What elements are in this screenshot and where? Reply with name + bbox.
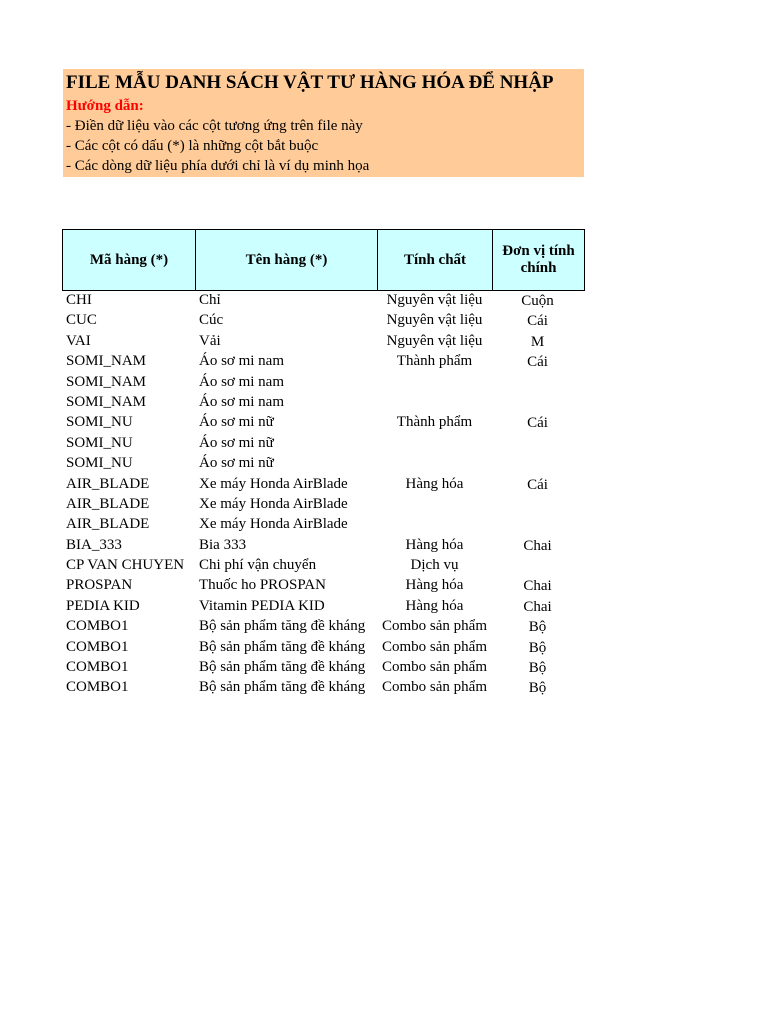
cell-code: SOMI_NU (66, 414, 133, 431)
cell-name: Cúc (199, 312, 224, 329)
cell-name: Vitamin PEDIA KID (199, 597, 325, 614)
page-title: FILE MẪU DANH SÁCH VẬT TƯ HÀNG HÓA ĐỂ NHẬP (66, 72, 554, 93)
cell-unit (492, 392, 583, 412)
cell-type: Hàng hóa (405, 577, 464, 594)
guide-line: - Điền dữ liệu vào các cột tương ứng trên file này (66, 118, 363, 134)
table-row (62, 290, 583, 310)
cell-type: Thành phẩm (396, 414, 473, 431)
cell-unit: Bộ (528, 619, 547, 636)
table-row (62, 555, 583, 575)
table-row (62, 657, 583, 677)
table-row (62, 310, 583, 330)
cell-code: BIA_333 (66, 536, 122, 553)
guide-line: - Các cột có dấu (*) là những cột bắt buộc (66, 138, 319, 154)
cell-type: Nguyên vật liệu (386, 332, 483, 349)
cell-code: VAI (66, 332, 91, 349)
cell-code: AIR_BLADE (66, 495, 150, 512)
cell-code: SOMI_NAM (66, 353, 147, 370)
cell-name: Áo sơ mi nam (199, 393, 285, 410)
cell-name: Áo sơ mi nữ (199, 414, 274, 431)
cell-type (377, 494, 492, 514)
cell-unit: Chai (523, 598, 552, 615)
cell-unit: Cái (527, 354, 548, 371)
table-row (62, 514, 583, 534)
cell-type: Hàng hóa (405, 597, 464, 614)
cell-name: Chỉ (199, 292, 221, 308)
table-row (62, 535, 583, 555)
cell-name: Xe máy Honda AirBlade (199, 495, 348, 512)
table-row (62, 596, 583, 616)
cell-code: CUC (66, 312, 97, 329)
cell-unit: Cái (527, 415, 548, 432)
cell-type (377, 392, 492, 412)
cell-type (377, 453, 492, 473)
table-row (62, 392, 583, 412)
cell-unit: Bộ (528, 660, 547, 677)
table-row (62, 412, 583, 432)
table-header (62, 229, 585, 291)
table-row (62, 453, 583, 473)
cell-type: Nguyên vật liệu (386, 312, 483, 329)
cell-type: Combo sản phẩm (382, 618, 487, 635)
cell-type (377, 372, 492, 392)
table-row (62, 331, 583, 351)
cell-unit: Bộ (528, 680, 547, 697)
cell-name: Bộ sản phẩm tăng đề kháng (199, 659, 366, 676)
table-row (62, 433, 583, 453)
cell-unit (492, 514, 583, 534)
cell-code: AIR_BLADE (66, 475, 150, 492)
table-row (62, 616, 583, 636)
cell-unit: M (530, 333, 545, 350)
cell-name: Bộ sản phẩm tăng đề kháng (199, 618, 366, 635)
table-row (62, 474, 583, 494)
column-header-code: Mã hàng (*) (63, 230, 196, 290)
cell-name: Vải (199, 332, 221, 349)
cell-unit (492, 372, 583, 392)
cell-type: Hàng hóa (405, 475, 464, 492)
column-header-type: Tính chất (378, 230, 493, 290)
cell-unit (492, 453, 583, 473)
cell-type: Combo sản phẩm (382, 659, 487, 676)
cell-unit (492, 494, 583, 514)
cell-type: Hàng hóa (405, 536, 464, 553)
cell-code: AIR_BLADE (66, 516, 150, 533)
cell-unit (492, 555, 583, 575)
table-body (62, 290, 583, 698)
table-row (62, 677, 583, 697)
cell-type: Dịch vụ (410, 557, 459, 574)
cell-name: Chi phí vận chuyển (199, 557, 317, 574)
cell-code: SOMI_NAM (66, 393, 147, 410)
cell-type: Combo sản phẩm (382, 638, 487, 655)
table-row (62, 372, 583, 392)
cell-name: Bộ sản phẩm tăng đề kháng (199, 679, 366, 696)
cell-code: SOMI_NU (66, 455, 133, 472)
cell-unit: Chai (523, 537, 552, 554)
cell-type (377, 433, 492, 453)
table-row (62, 575, 583, 595)
cell-name: Thuốc ho PROSPAN (199, 577, 326, 594)
table-row (62, 494, 583, 514)
cell-code: COMBO1 (66, 659, 129, 676)
cell-type: Nguyên vật liệu (386, 292, 483, 308)
cell-code: COMBO1 (66, 679, 129, 696)
cell-unit: Cái (527, 476, 548, 493)
cell-name: Áo sơ mi nam (199, 353, 285, 370)
cell-code: SOMI_NU (66, 434, 133, 451)
cell-unit: Bộ (528, 639, 547, 656)
cell-name: Áo sơ mi nữ (199, 455, 274, 472)
table-row (62, 637, 583, 657)
guide-line: - Các dòng dữ liệu phía dưới chỉ là ví dụ minh họa (66, 158, 370, 174)
cell-code: COMBO1 (66, 638, 129, 655)
cell-name: Bia 333 (199, 536, 247, 553)
cell-unit: Cái (527, 313, 548, 330)
cell-code: CHI (66, 292, 92, 308)
cell-name: Xe máy Honda AirBlade (199, 516, 348, 533)
cell-name: Xe máy Honda AirBlade (199, 475, 348, 492)
cell-code: PEDIA KID (66, 597, 140, 614)
cell-unit: Cuộn (521, 293, 554, 309)
cell-code: CP VAN CHUYEN (66, 557, 185, 574)
cell-type: Combo sản phẩm (382, 679, 487, 696)
table-row (62, 351, 583, 371)
cell-name: Áo sơ mi nữ (199, 434, 274, 451)
column-header-name: Tên hàng (*) (196, 230, 378, 290)
cell-code: SOMI_NAM (66, 373, 147, 390)
cell-code: PROSPAN (66, 577, 133, 594)
cell-code: COMBO1 (66, 618, 129, 635)
cell-type (377, 514, 492, 534)
cell-unit: Chai (523, 578, 552, 595)
cell-name: Bộ sản phẩm tăng đề kháng (199, 638, 366, 655)
cell-name: Áo sơ mi nam (199, 373, 285, 390)
column-header-unit: Đơn vị tính chính (502, 243, 575, 276)
cell-type: Thành phẩm (396, 353, 473, 370)
cell-unit (492, 433, 583, 453)
guide-label: Hướng dẫn: (66, 98, 144, 114)
